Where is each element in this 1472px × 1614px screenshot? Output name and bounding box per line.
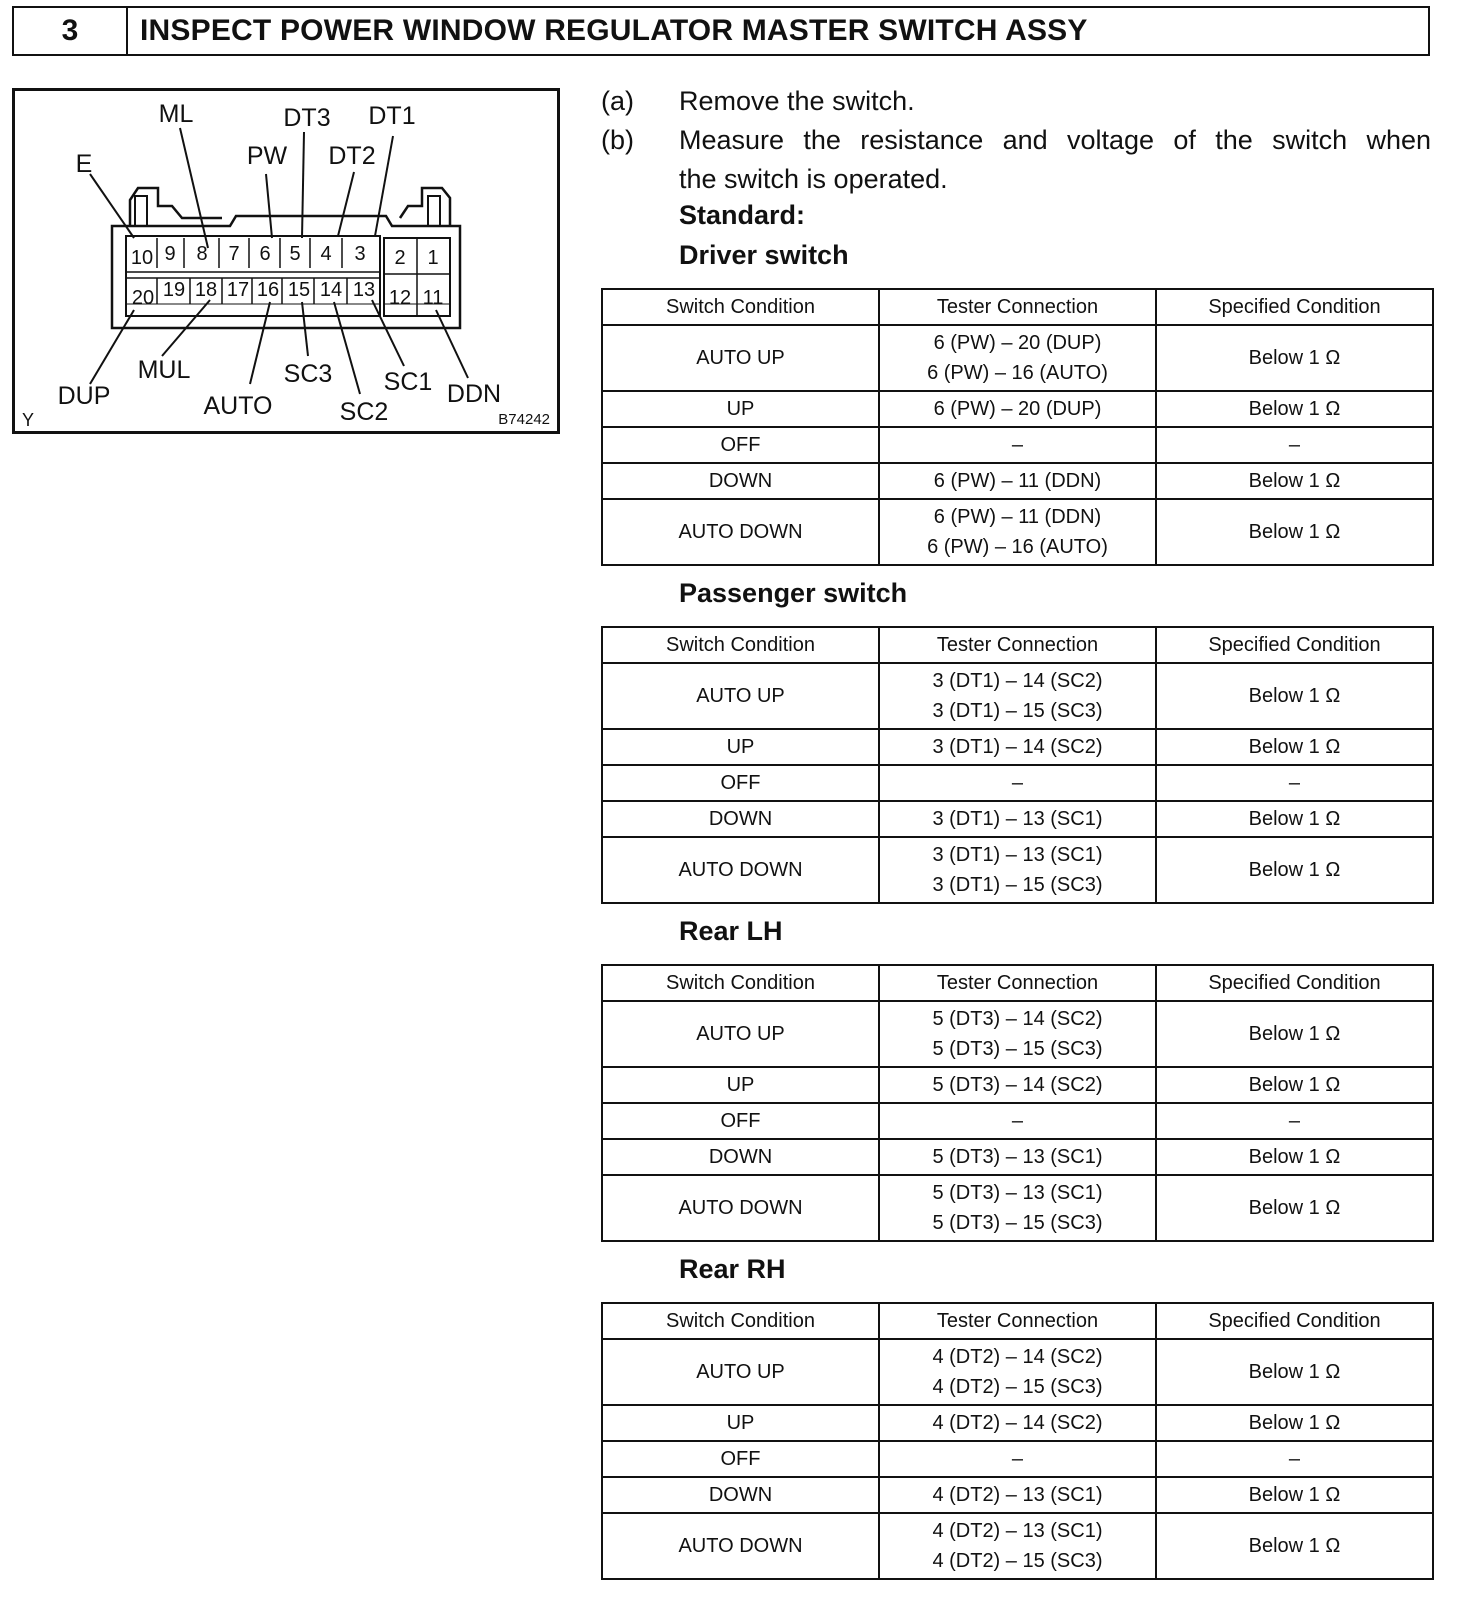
table-row: [602, 765, 1433, 801]
tester-connection-line: 4 (DT2) – 14 (SC2): [932, 1346, 1103, 1368]
tester-connection-cell: [879, 729, 1156, 765]
tester-connection-line: 4 (DT2) – 15 (SC3): [932, 1376, 1103, 1398]
specified-condition-cell: Below 1 Ω: [1156, 801, 1433, 837]
specified-condition-cell: Below 1 Ω: [1156, 391, 1433, 427]
diagram-corner-mark: Y: [22, 410, 35, 430]
tester-connection-line: 3 (DT1) – 13 (SC1): [932, 844, 1103, 866]
standard-label: Standard:: [679, 200, 806, 230]
tester-connection-line: 5 (DT3) – 13 (SC1): [932, 1146, 1103, 1168]
switch-condition-cell: AUTO DOWN: [602, 499, 879, 565]
column-header: Tester Connection: [879, 627, 1156, 663]
specified-condition-cell: Below 1 Ω: [1156, 1175, 1433, 1241]
table-row: [602, 1339, 1433, 1405]
diagram-code: B74242: [498, 411, 550, 428]
tester-connection-cell: [879, 1477, 1156, 1513]
switch-condition-cell: UP: [602, 1405, 879, 1441]
spec-table-passenger: [601, 626, 1434, 904]
table-header-row: [602, 1303, 1433, 1339]
pin-11: 11: [422, 287, 444, 309]
specified-condition-cell: –: [1156, 427, 1433, 463]
table-row: [602, 1175, 1433, 1241]
column-header: Switch Condition: [602, 965, 879, 1001]
table-header-row: [602, 627, 1433, 663]
pin-6: 6: [259, 243, 271, 265]
tester-connection-cell: [879, 1001, 1156, 1067]
pin-8: 8: [196, 243, 208, 265]
pin-16: 16: [256, 279, 280, 301]
label-AUTO: AUTO: [203, 392, 273, 420]
tester-connection-cell: [879, 1339, 1156, 1405]
tester-connection-line: 4 (DT2) – 13 (SC1): [932, 1520, 1103, 1542]
switch-condition-cell: AUTO DOWN: [602, 1513, 879, 1579]
step-a-label: (a): [601, 86, 634, 116]
label-DDN: DDN: [446, 380, 502, 408]
tester-connection-cell: [879, 1139, 1156, 1175]
tester-connection-line: 6 (PW) – 16 (AUTO): [927, 362, 1108, 384]
specified-condition-cell: Below 1 Ω: [1156, 1001, 1433, 1067]
table-row: [602, 1139, 1433, 1175]
tester-connection-line: –: [1011, 772, 1024, 794]
pin-3: 3: [354, 243, 366, 265]
section-title: INSPECT POWER WINDOW REGULATOR MASTER SWITCH ASSY: [140, 14, 1088, 47]
pin-15: 15: [287, 279, 311, 301]
tester-connection-line: 5 (DT3) – 15 (SC3): [932, 1212, 1103, 1234]
step-b-text-line1: Measure the resistance and voltage of the switch when: [679, 125, 1431, 155]
switch-condition-cell: AUTO UP: [602, 325, 879, 391]
step-b-text-line2: the switch is operated.: [679, 164, 948, 194]
pin-4: 4: [320, 243, 332, 265]
label-DUP: DUP: [57, 382, 111, 410]
pin-20: 20: [131, 287, 155, 309]
switch-condition-cell: AUTO UP: [602, 1339, 879, 1405]
tester-connection-line: 4 (DT2) – 14 (SC2): [932, 1412, 1103, 1434]
specified-condition-cell: Below 1 Ω: [1156, 1513, 1433, 1579]
column-header: Specified Condition: [1156, 965, 1433, 1001]
tester-connection-cell: [879, 1441, 1156, 1477]
tester-connection-line: –: [1011, 1448, 1024, 1470]
specified-condition-cell: –: [1156, 765, 1433, 801]
pin-9: 9: [164, 243, 176, 265]
table-row: [602, 801, 1433, 837]
tester-connection-cell: [879, 837, 1156, 903]
table-row: [602, 729, 1433, 765]
tester-connection-cell: [879, 765, 1156, 801]
table-header-row: [602, 289, 1433, 325]
step-b-label: (b): [601, 125, 634, 155]
tester-connection-cell: [879, 663, 1156, 729]
column-header: Specified Condition: [1156, 627, 1433, 663]
specified-condition-cell: Below 1 Ω: [1156, 1139, 1433, 1175]
tester-connection-cell: [879, 1175, 1156, 1241]
tester-connection-line: 3 (DT1) – 15 (SC3): [932, 700, 1103, 722]
spec-table-rear-rh: [601, 1302, 1434, 1580]
table-row: [602, 427, 1433, 463]
column-header: Switch Condition: [602, 289, 879, 325]
specified-condition-cell: Below 1 Ω: [1156, 837, 1433, 903]
table-row: [602, 1001, 1433, 1067]
tester-connection-cell: [879, 801, 1156, 837]
tester-connection-line: 4 (DT2) – 13 (SC1): [932, 1484, 1103, 1506]
tester-connection-line: 3 (DT1) – 13 (SC1): [932, 808, 1103, 830]
tester-connection-line: 3 (DT1) – 14 (SC2): [932, 670, 1103, 692]
table-row: [602, 391, 1433, 427]
spec-table-rear-lh: [601, 964, 1434, 1242]
label-MUL: MUL: [137, 356, 191, 384]
table-title-passenger: Passenger switch: [679, 578, 908, 608]
column-header: Specified Condition: [1156, 1303, 1433, 1339]
tester-connection-cell: [879, 427, 1156, 463]
table-title-rear-rh: Rear RH: [679, 1254, 786, 1284]
switch-condition-cell: DOWN: [602, 1477, 879, 1513]
tester-connection-line: 5 (DT3) – 13 (SC1): [932, 1182, 1103, 1204]
tester-connection-line: 6 (PW) – 11 (DDN): [933, 506, 1102, 528]
switch-condition-cell: UP: [602, 729, 879, 765]
connector-diagram: [12, 88, 572, 444]
tester-connection-line: 6 (PW) – 20 (DUP): [933, 398, 1102, 420]
switch-condition-cell: OFF: [602, 1103, 879, 1139]
label-DT2: DT2: [328, 142, 376, 170]
tester-connection-line: –: [1011, 434, 1024, 456]
table-row: [602, 463, 1433, 499]
step-a-text: Remove the switch.: [679, 86, 915, 116]
tester-connection-line: 6 (PW) – 16 (AUTO): [927, 536, 1108, 558]
switch-condition-cell: DOWN: [602, 463, 879, 499]
table-row: [602, 325, 1433, 391]
table-row: [602, 1513, 1433, 1579]
table-title-rear-lh: Rear LH: [679, 916, 783, 946]
specified-condition-cell: Below 1 Ω: [1156, 1477, 1433, 1513]
table-header-row: [602, 965, 1433, 1001]
label-E: E: [75, 150, 93, 178]
switch-condition-cell: DOWN: [602, 801, 879, 837]
tester-connection-cell: [879, 1405, 1156, 1441]
specified-condition-cell: Below 1 Ω: [1156, 325, 1433, 391]
tester-connection-line: 3 (DT1) – 15 (SC3): [932, 874, 1103, 896]
section-header: [12, 6, 1430, 56]
column-header: Switch Condition: [602, 1303, 879, 1339]
table-row: [602, 1441, 1433, 1477]
specified-condition-cell: Below 1 Ω: [1156, 1067, 1433, 1103]
switch-condition-cell: AUTO DOWN: [602, 837, 879, 903]
column-header: Tester Connection: [879, 1303, 1156, 1339]
spec-table-driver: [601, 288, 1434, 566]
switch-condition-cell: DOWN: [602, 1139, 879, 1175]
label-SC3: SC3: [283, 360, 333, 388]
switch-condition-cell: OFF: [602, 427, 879, 463]
table-row: [602, 663, 1433, 729]
specified-condition-cell: Below 1 Ω: [1156, 499, 1433, 565]
table-row: [602, 837, 1433, 903]
label-SC2: SC2: [339, 398, 389, 426]
column-header: Tester Connection: [879, 965, 1156, 1001]
pin-19: 19: [162, 279, 186, 301]
pin-12: 12: [388, 287, 412, 309]
table-title-driver: Driver switch: [679, 240, 849, 270]
tester-connection-line: 6 (PW) – 11 (DDN): [933, 470, 1102, 492]
pin-1: 1: [427, 247, 439, 269]
pin-14: 14: [319, 279, 343, 301]
table-row: [602, 1103, 1433, 1139]
table-row: [602, 1405, 1433, 1441]
label-ML: ML: [158, 100, 194, 128]
tester-connection-cell: [879, 499, 1156, 565]
pin-10: 10: [130, 247, 154, 269]
pin-18: 18: [194, 279, 218, 301]
tester-connection-line: 4 (DT2) – 15 (SC3): [932, 1550, 1103, 1572]
step-number: 3: [14, 8, 128, 54]
specified-condition-cell: –: [1156, 1103, 1433, 1139]
switch-condition-cell: OFF: [602, 765, 879, 801]
tester-connection-line: 6 (PW) – 20 (DUP): [933, 332, 1102, 354]
specified-condition-cell: Below 1 Ω: [1156, 1405, 1433, 1441]
specified-condition-cell: –: [1156, 1441, 1433, 1477]
tester-connection-cell: [879, 325, 1156, 391]
specified-condition-cell: Below 1 Ω: [1156, 1339, 1433, 1405]
switch-condition-cell: UP: [602, 1067, 879, 1103]
switch-condition-cell: AUTO UP: [602, 1001, 879, 1067]
tester-connection-line: 5 (DT3) – 14 (SC2): [932, 1008, 1103, 1030]
tester-connection-line: 3 (DT1) – 14 (SC2): [932, 736, 1103, 758]
switch-condition-cell: UP: [602, 391, 879, 427]
tester-connection-cell: [879, 1067, 1156, 1103]
column-header: Switch Condition: [602, 627, 879, 663]
label-DT3: DT3: [283, 104, 331, 132]
column-header: Tester Connection: [879, 289, 1156, 325]
tester-connection-cell: [879, 1513, 1156, 1579]
specified-condition-cell: Below 1 Ω: [1156, 463, 1433, 499]
label-PW: PW: [246, 142, 288, 170]
column-header: Specified Condition: [1156, 289, 1433, 325]
tester-connection-cell: [879, 463, 1156, 499]
pin-13: 13: [352, 279, 376, 301]
specified-condition-cell: Below 1 Ω: [1156, 663, 1433, 729]
pin-7: 7: [228, 243, 240, 265]
switch-condition-cell: AUTO DOWN: [602, 1175, 879, 1241]
tester-connection-line: 5 (DT3) – 15 (SC3): [932, 1038, 1103, 1060]
label-DT1: DT1: [368, 102, 416, 130]
label-SC1: SC1: [383, 368, 433, 396]
switch-condition-cell: AUTO UP: [602, 663, 879, 729]
switch-condition-cell: OFF: [602, 1441, 879, 1477]
table-row: [602, 1477, 1433, 1513]
pin-5: 5: [289, 243, 301, 265]
tester-connection-line: –: [1011, 1110, 1024, 1132]
tester-connection-cell: [879, 1103, 1156, 1139]
tester-connection-line: 5 (DT3) – 14 (SC2): [932, 1074, 1103, 1096]
specified-condition-cell: Below 1 Ω: [1156, 729, 1433, 765]
tester-connection-cell: [879, 391, 1156, 427]
table-row: [602, 1067, 1433, 1103]
table-row: [602, 499, 1433, 565]
pin-2: 2: [394, 247, 406, 269]
pin-17: 17: [226, 279, 250, 301]
